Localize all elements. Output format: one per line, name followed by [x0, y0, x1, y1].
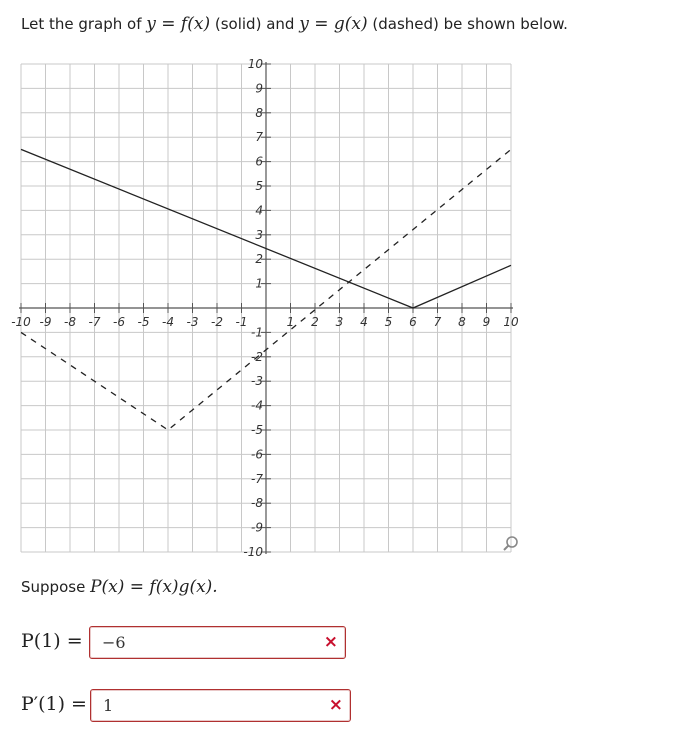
x-tick-label: -5: [137, 315, 150, 329]
x-tick-label: 10: [503, 315, 519, 329]
y-tick-label: 1: [255, 276, 263, 291]
g-equation: y = g(x): [299, 14, 368, 34]
wrong-x-icon: ×: [328, 695, 343, 715]
y-tick-label: -6: [251, 447, 263, 462]
y-tick-label: -10: [243, 545, 263, 559]
x-tick-label: 3: [335, 315, 344, 329]
x-tick-label: 2: [311, 315, 319, 329]
y-tick-label: 4: [255, 203, 263, 218]
y-tick-label: -8: [251, 496, 263, 511]
x-tick-label: 4: [360, 315, 368, 329]
wrong-x-icon: ×: [323, 632, 338, 652]
suppose-statement: [21, 577, 218, 597]
x-tick-label: -10: [11, 315, 31, 329]
y-tick-label: 7: [255, 130, 263, 145]
x-tick-label: -1: [235, 315, 248, 329]
y-tick-label: 10: [247, 57, 263, 71]
x-tick-label: 5: [384, 315, 393, 329]
x-tick-label: -6: [113, 315, 125, 329]
x-tick-label: 7: [433, 315, 442, 329]
x-tick-label: 6: [409, 315, 417, 329]
axes: [19, 62, 513, 554]
x-tick-label: -3: [186, 315, 199, 329]
answer-2-value: 1: [103, 696, 114, 715]
x-tick-label: 1: [286, 315, 295, 329]
y-tick-label: 3: [255, 227, 263, 242]
answer-1-input[interactable]: [89, 626, 346, 659]
answer-2-input[interactable]: [90, 689, 351, 722]
product-definition: P(x) = f(x)g(x).: [90, 577, 218, 597]
f-equation: y = f(x): [146, 14, 211, 34]
y-tick-label: -7: [251, 471, 263, 486]
y-tick-label: 8: [255, 105, 263, 120]
y-tick-label: 9: [255, 81, 263, 96]
suppose-lead: Suppose: [21, 578, 86, 596]
y-tick-label: -5: [251, 423, 263, 437]
y-tick-label: -2: [251, 349, 263, 364]
y-tick-label: -4: [251, 398, 263, 413]
y-tick-label: 6: [255, 154, 263, 169]
x-tick-label: -9: [39, 315, 52, 329]
g-style-note: (dashed) be shown below.: [372, 15, 568, 33]
x-tick-label: -7: [88, 315, 101, 329]
y-tick-label: -9: [251, 520, 263, 535]
answer-1-value: −6: [102, 633, 126, 652]
answer-2-label: P′(1) =: [21, 693, 87, 715]
y-tick-label: 5: [255, 179, 263, 193]
x-tick-label: 8: [458, 315, 466, 329]
y-tick-label: -3: [251, 374, 263, 389]
y-tick-label: 2: [255, 252, 263, 267]
y-tick-label: -1: [251, 325, 263, 340]
intro-lead: Let the graph of: [21, 15, 142, 33]
x-tick-label: -2: [211, 315, 223, 329]
x-tick-label: 9: [482, 315, 491, 329]
f-style-note: (solid) and: [214, 15, 295, 33]
x-tick-label: -8: [64, 315, 76, 329]
x-tick-label: -4: [162, 315, 174, 329]
answer-1-label: P(1) =: [21, 630, 83, 652]
